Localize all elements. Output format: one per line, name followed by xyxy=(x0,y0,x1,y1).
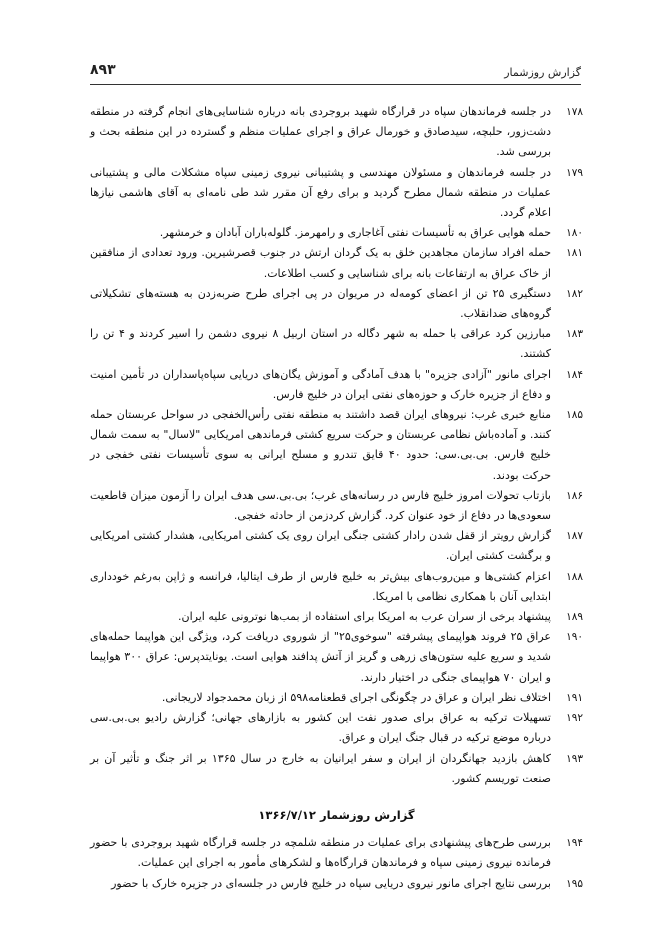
entry-number: ۱۸۸ xyxy=(566,570,583,583)
entry-number: ۱۸۳ xyxy=(566,328,583,341)
entry-text: بررسی طرح‌های پیشنهادی برای عملیات در منطقه شلمچه در جلسه قرارگاه شهید بروجردی با حضور فرمانده نیروی زمینی سپاه و فرماندهان قرارگاه‌ها و لشکرهای مأمور به اجرای این عملیات. xyxy=(90,836,551,870)
entry-text: حمله هوایی عراق به تأسیسات نفتی آغاجاری و رامهرمز. گلوله‌باران آبادان و خرمشهر. xyxy=(159,226,551,240)
entry-text: در جلسه فرماندهان و مسئولان مهندسی و پشتیبانی نیروی زمینی سپاه مشکلات مالی و پشتیبانی عملیات در منطقه شمال مطرح گردید و برای رفع آن مقرر شد طی نامه‌ای به آقای هاشمی نیازها اعلام گردد. xyxy=(90,165,551,220)
entries-list xyxy=(90,102,583,789)
report-entry xyxy=(90,163,583,224)
entry-text: اجرای مانور "آزادی جزیره" با هدف آمادگی و آموزش یگان‌های دریایی سپاه‌پاسداران در تأمین امنیت و دفاع از جزیره خارک و حوزه‌های نفتی ایران در خلیج فارس. xyxy=(90,367,551,401)
entry-number: ۱۸۲ xyxy=(566,287,583,300)
entry-text: گزارش رویتر از قفل شدن رادار کشتی جنگی ایران روی یک کشتی امریکایی، هشدار کشتی امریکایی و برگشت کشتی ایران. xyxy=(90,529,551,563)
report-entry xyxy=(90,567,583,607)
report-entry xyxy=(90,833,583,873)
entry-text: منابع خبری غرب: نیروهای ایران قصد داشتند به منطقه نفتی رأس‌الخفجی در سواحل عربستان حمله کنند. و آماده‌باش نظامی عربستان و حرکت سریع کشتی فرماندهی امریکایی "لاسال" به سمت شمال خلیج فارس. بی.بی.سی: حدود ۴۰ قایق تندرو و مسلح ایرانی به سوی تأسیسات نفتی خفجی در حرکت بودند. xyxy=(90,408,551,482)
entry-text: اعزام کشتی‌ها و مین‌روب‌های بیش‌تر به خلیج فارس از طرف ایتالیا، فرانسه و ژاپن به‌رغم خودداری ابتدایی آنان با همکاری نظامی با امریکا. xyxy=(90,569,551,603)
entry-number: ۱۸۴ xyxy=(566,368,583,381)
entry-number: ۱۹۰ xyxy=(566,631,583,644)
report-body xyxy=(90,102,583,894)
page-header xyxy=(90,58,581,85)
report-entry xyxy=(90,607,583,627)
entry-number: ۱۹۵ xyxy=(566,877,583,890)
report-entry xyxy=(90,627,583,688)
report-entry xyxy=(90,365,583,405)
entry-number: ۱۸۷ xyxy=(566,530,583,543)
entry-number: ۱۹۳ xyxy=(566,752,583,765)
entry-number: ۱۸۱ xyxy=(566,247,583,260)
entry-number: ۱۷۸ xyxy=(566,106,583,118)
entry-text: دستگیری ۲۵ تن از اعضای کومه‌له در مریوان در پی اجرای طرح ضربه‌زدن به هسته‌های تشکیلاتی گروه‌های ضدانقلاب. xyxy=(90,286,551,321)
entry-text: در جلسه فرماندهان سپاه در قرارگاه شهید بروجردی بانه درباره شناسایی‌های انجام گرفته در منطقه دشت‌زور، حلبچه، سیدصادق و خورمال عراق و اجرای عملیات منظم و گسترده در این منطقه بحث و بررسی شد. xyxy=(90,105,551,159)
entry-number: ۱۸۹ xyxy=(566,611,583,624)
entry-number: ۱۹۴ xyxy=(566,837,583,850)
entry-text: پیشنهاد برخی از سران عرب به امریکا برای استفاده از بمب‌ها نوترونی علیه ایران. xyxy=(178,610,551,624)
report-entry xyxy=(90,223,583,243)
entry-text: حمله افراد سازمان مجاهدین خلق به یک گردان ارتش در جنوب قصرشیرین. ورود تعدادی از منافقین از خاک عراق به ارتفاعات بانه برای شناسایی و کسب اطلاعات. xyxy=(90,246,551,280)
entry-text: مبارزین کرد عراقی با حمله به شهر دگاله در استان اربیل ۸ نیروی دشمن را اسیر کردند و ۴ تن را کشتند. xyxy=(90,327,552,361)
entry-number: ۱۹۲ xyxy=(566,712,583,725)
entry-number: ۱۹۱ xyxy=(566,691,583,704)
entry-number: ۱۸۰ xyxy=(566,227,583,240)
report-entry xyxy=(90,405,583,486)
report-entry xyxy=(90,486,583,526)
entry-text: کاهش بازدید جهانگردان از ایران و سفر ایرانیان به خارج در سال ۱۳۶۵ بر اثر جنگ و تأثیر آن بر صنعت توریسم کشور. xyxy=(90,751,551,785)
page-number: ۸۹۳ xyxy=(90,62,116,78)
entry-text: اختلاف نظر ایران و عراق در چگونگی اجرای قطعنامه۵۹۸ از زبان محمدجواد لاریجانی. xyxy=(161,690,551,704)
report-entry xyxy=(90,749,583,789)
report-entry xyxy=(90,874,583,894)
running-title: گزارش روزشمار xyxy=(504,66,581,79)
entry-text: تسهیلات ترکیه به عراق برای صدور نفت این کشور به بازارهای جهانی؛ گزارش رادیو بی.بی.سی درباره موضع ترکیه در قبال جنگ ایران و عراق. xyxy=(90,711,551,745)
section-heading: گزارش روزشمار ۱۳۶۶/۷/۱۲ xyxy=(258,807,415,822)
entries-list-after xyxy=(90,833,583,894)
entry-text: عراق ۲۵ فروند هواپیمای پیشرفته "سوخوی۲۵" از شوروی دریافت کرد، ویژگی این هواپیما حمله‌های شدید و سریع علیه ستون‌های زرهی و گریز از آتش پدافند هوایی است. یونایتدپرس: عراق ۳۰۰ هواپیما و ایران ۷۰ هواپیمای جنگی در اختیار دارند. xyxy=(90,630,551,684)
entry-text: بازتاب تحولات امروز خلیج فارس در رسانه‌های غرب؛ بی.بی.سی هدف ایران را آزمون میزان قاطعیت سعودی‌ها در دفاع از خود عنوان کرد. گزارش کردزمن از حادثه خفجی. xyxy=(90,488,551,523)
report-entry xyxy=(90,243,583,283)
entry-number: ۱۷۹ xyxy=(566,166,583,179)
report-entry xyxy=(90,526,583,566)
report-entry xyxy=(90,284,583,324)
entry-number: ۱۸۵ xyxy=(566,409,583,422)
entry-number: ۱۸۶ xyxy=(566,489,583,502)
report-entry xyxy=(90,102,583,163)
report-entry xyxy=(90,688,583,708)
entry-text: بررسی نتایج اجرای مانور نیروی دریایی سپاه در خلیج فارس در جلسه‌ای در جزیره خارک با حضور xyxy=(111,876,551,890)
report-entry xyxy=(90,324,583,364)
report-entry xyxy=(90,708,583,748)
